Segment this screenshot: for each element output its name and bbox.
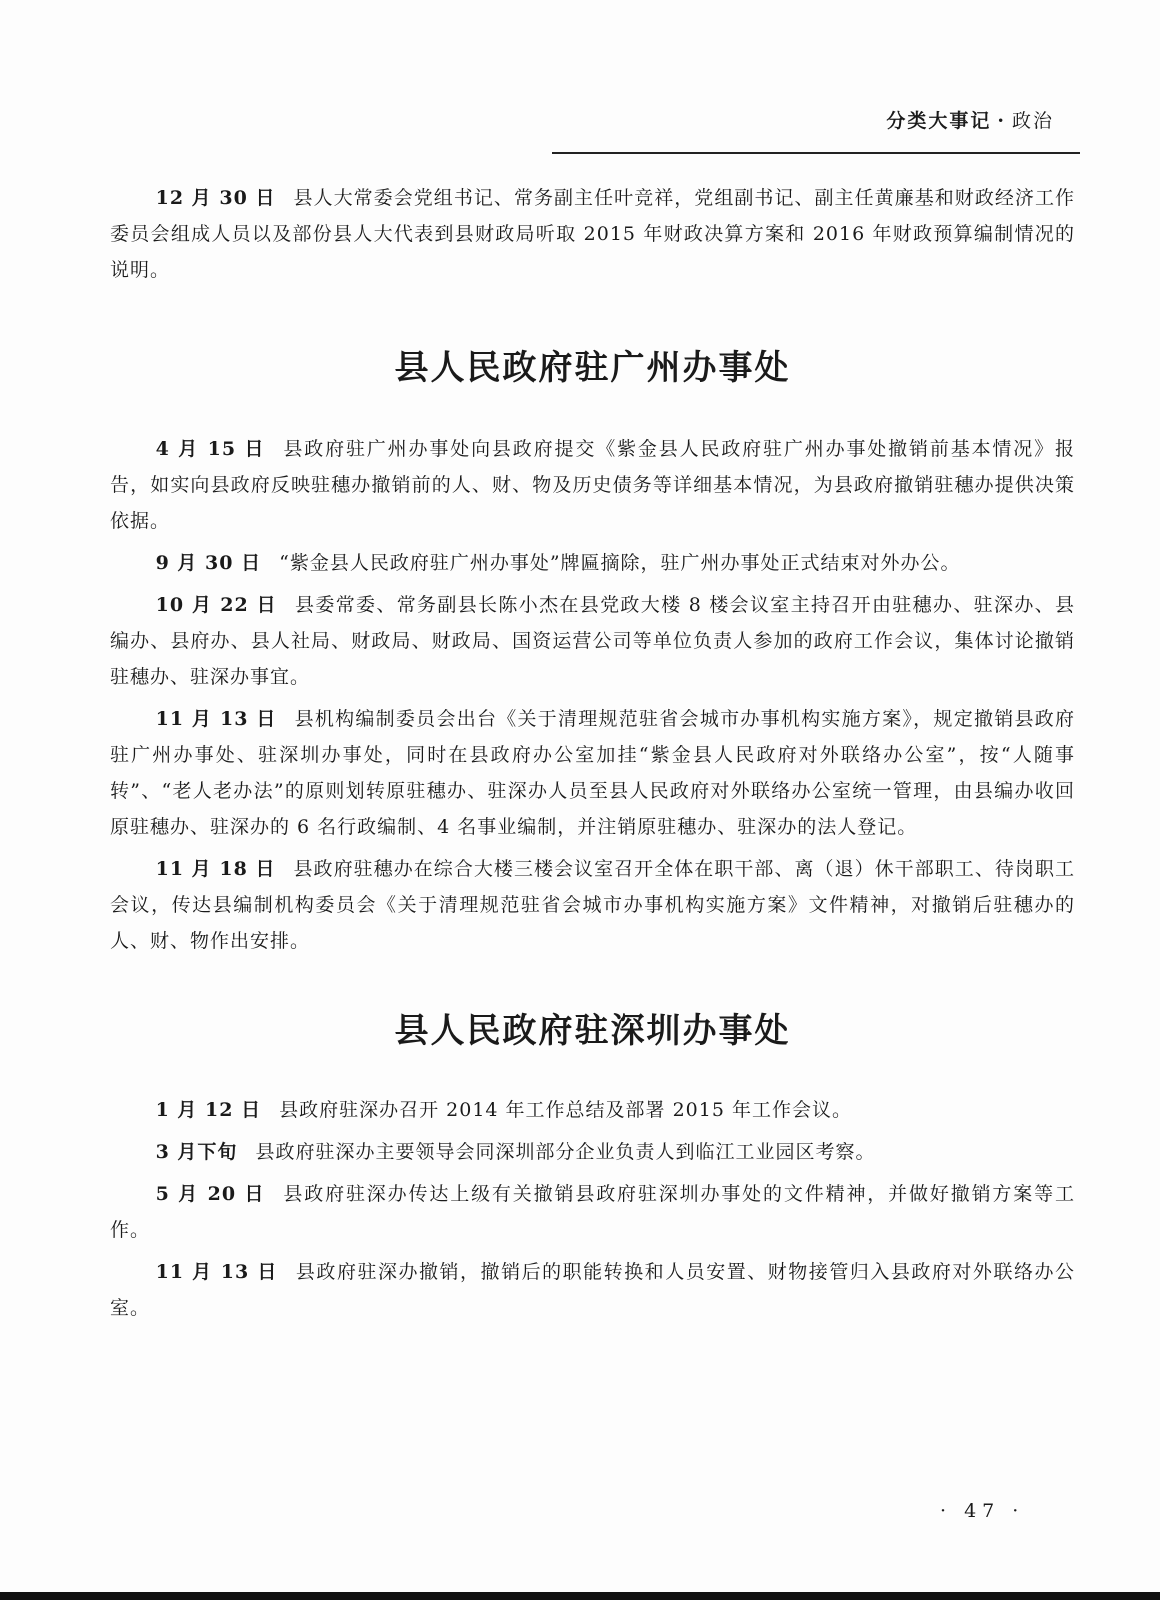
section-entry <box>110 701 1075 845</box>
entry-text: 县政府驻深办撤销，撤销后的职能转换和人员安置、财物接管归入县政府对外联络办公室。 <box>110 1261 1075 1319</box>
section-title: 县人民政府驻广州办事处 <box>394 348 791 388</box>
entry-date: 4 月 15 日 <box>155 438 266 460</box>
section-entry <box>110 587 1075 695</box>
entry-date: 10 月 22 日 <box>155 594 278 616</box>
section-title: 县人民政府驻深圳办事处 <box>394 1011 791 1051</box>
header-separator: · <box>997 110 1006 132</box>
entry-text: 县政府驻深办召开 2014 年工作总结及部署 2015 年工作会议。 <box>279 1099 852 1121</box>
entry-date: 11 月 13 日 <box>155 708 277 730</box>
section-entry <box>110 431 1075 539</box>
entry-date: 11 月 18 日 <box>155 858 276 880</box>
section-entry <box>110 1176 1075 1248</box>
entry-text: 县委常委、常务副县长陈小杰在县党政大楼 8 楼会议室主持召开由驻穗办、驻深办、县编办、县府办、县人社局、财政局、财政局、国资运营公司等单位负责人参加的政府工作会议，集体讨论撤销驻穗办、驻深办事宜。 <box>110 594 1075 688</box>
entry-text: 县政府驻穗办在综合大楼三楼会议室召开全体在职干部、离（退）休干部职工、待岗职工会议，传达县编制机构委员会《关于清理规范驻省会城市办事机构实施方案》文件精神，对撤销后驻穗办的人、财、物作出安排。 <box>110 858 1075 952</box>
entry-text: 县政府驻深办传达上级有关撤销县政府驻深圳办事处的文件精神，并做好撤销方案等工作。 <box>110 1183 1075 1241</box>
document-body <box>110 180 1075 1332</box>
entry-date: 5 月 20 日 <box>155 1183 266 1205</box>
section-entry <box>110 1254 1075 1326</box>
entry-text: 县政府驻广州办事处向县政府提交《紫金县人民政府驻广州办事处撤销前基本情况》报告，如实向县政府反映驻穗办撤销前的人、财、物及历史债务等详细基本情况，为县政府撤销驻穗办提供决策依据。 <box>110 438 1075 532</box>
intro-entry <box>110 180 1075 288</box>
entry-text: “紫金县人民政府驻广州办事处”牌匾摘除，驻广州办事处正式结束对外办公。 <box>279 552 961 574</box>
running-header-text <box>886 106 1054 133</box>
entry-text: 县政府驻深办主要领导会同深圳部分企业负责人到临江工业园区考察。 <box>255 1141 876 1163</box>
header-subcategory: 政治 <box>1011 110 1054 132</box>
entry-date: 12 月 30 日 <box>155 187 276 209</box>
entry-date: 3 月下旬 <box>155 1141 238 1163</box>
page-number: · 47 · <box>940 1500 1025 1522</box>
entry-text: 县机构编制委员会出台《关于清理规范驻省会城市办事机构实施方案》，规定撤销县政府驻广州办事处、驻深圳办事处，同时在县政府办公室加挂“紫金县人民政府对外联络办公室”，按“人随事转”、“老人老办法”的原则划转原驻穗办、驻深办人员至县人民政府对外联络办公室统一管理，由县编办收回原驻穗办、驻深办的 6 名行政编制、4 名事业编制，并注销原驻穗办、驻深办的法人登记。 <box>110 708 1075 838</box>
scan-bottom-edge <box>0 1592 1160 1600</box>
section-entry <box>110 851 1075 959</box>
section-entry <box>110 545 1075 581</box>
entry-date: 9 月 30 日 <box>155 552 262 574</box>
header-rule <box>552 152 1080 154</box>
header-category: 分类大事记 <box>886 110 992 132</box>
entry-date: 11 月 13 日 <box>155 1261 278 1283</box>
section-entry <box>110 1092 1075 1128</box>
running-header <box>552 100 1080 156</box>
entry-text: 县人大常委会党组书记、常务副主任叶竞祥，党组副书记、副主任黄廉基和财政经济工作委员会组成人员以及部份县人大代表到县财政局听取 2015 年财政决算方案和 2016 年财政预算编制情况的说明。 <box>110 187 1075 281</box>
entry-date: 1 月 12 日 <box>155 1099 262 1121</box>
section-entry <box>110 1134 1075 1170</box>
